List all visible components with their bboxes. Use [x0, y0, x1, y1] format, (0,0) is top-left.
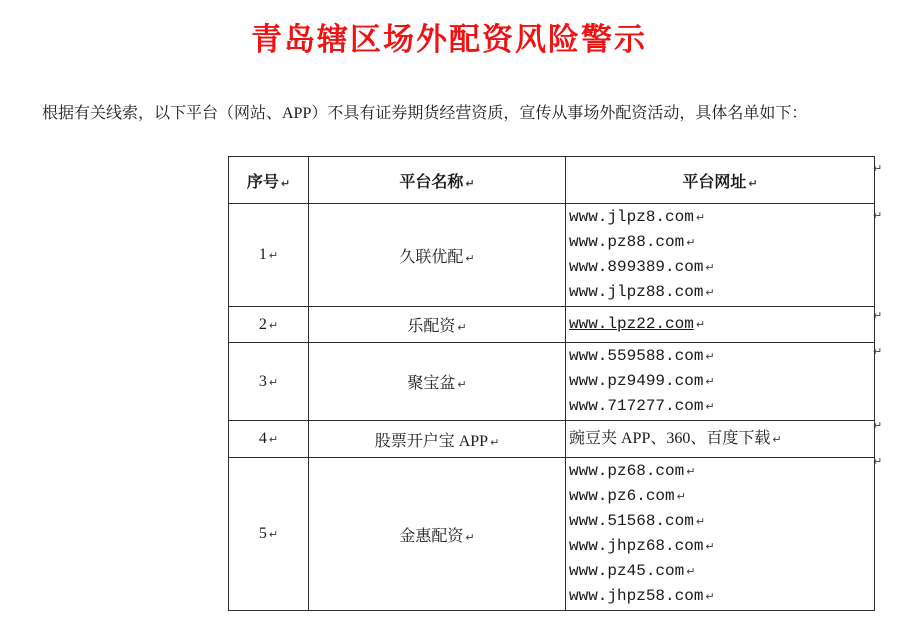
table-row [229, 204, 875, 307]
pilcrow-icon: ↵ [280, 176, 291, 190]
pilcrow-icon: ↵ [676, 490, 686, 503]
platform-name-cell [309, 343, 566, 421]
pilcrow-icon: ↵ [465, 176, 475, 190]
row-end-mark-icon: ↵ [873, 455, 883, 468]
platform-url-cell [566, 421, 875, 458]
platform-name-cell [309, 307, 566, 343]
serial-number: 5 [258, 525, 267, 542]
platform-url-cell [566, 343, 875, 421]
pilcrow-icon: ↵ [465, 251, 475, 265]
platform-url: www.717277.com [569, 397, 704, 415]
pilcrow-icon: ↵ [465, 530, 475, 544]
platform-url: www.pz6.com [569, 487, 675, 505]
platform-url-cell [566, 204, 875, 307]
platform-url: www.jhpz68.com [569, 537, 704, 555]
pilcrow-icon: ↵ [457, 321, 467, 334]
pilcrow-icon: ↵ [686, 236, 696, 249]
table-row [229, 421, 875, 458]
serial-cell [229, 458, 309, 611]
pilcrow-icon: ↵ [695, 515, 706, 528]
row-end-mark-icon: ↵ [873, 209, 883, 222]
row-end-mark-icon: ↵ [873, 309, 883, 322]
download-channels: 豌豆夹 APP、360、百度下载 [569, 430, 771, 447]
pilcrow-icon: ↵ [268, 318, 279, 332]
pilcrow-icon: ↵ [705, 261, 715, 274]
platform-url-cell [566, 458, 875, 611]
pilcrow-icon: ↵ [772, 433, 782, 446]
pilcrow-icon: ↵ [705, 350, 715, 363]
header-cell-serial [229, 157, 309, 204]
serial-cell [229, 204, 309, 307]
header-label-platform-url: 平台网址 [682, 173, 747, 191]
platform-name-cell [309, 421, 566, 458]
platform-table [228, 156, 875, 611]
platform-url-cell [566, 307, 875, 343]
platform-name: 股票开户宝 APP [374, 432, 489, 450]
platform-url: www.51568.com [569, 512, 694, 530]
serial-cell [229, 343, 309, 421]
platform-url: www.jlpz8.com [569, 208, 694, 226]
platform-url: www.pz88.com [569, 233, 685, 251]
serial-number: 3 [258, 372, 267, 390]
serial-cell [229, 421, 309, 458]
platform-url: www.jlpz88.com [569, 283, 704, 301]
pilcrow-icon: ↵ [268, 433, 279, 446]
table-header-row [229, 157, 875, 204]
pilcrow-icon: ↵ [268, 249, 279, 262]
serial-number: 1 [258, 246, 267, 263]
table-row [229, 343, 875, 421]
intro-paragraph: 根据有关线索，以下平台（网站、APP）不具有证券期货经营资质，宣传从事场外配资活动，具体名单如下： [42, 105, 808, 122]
header-cell-platform-name [309, 157, 566, 204]
row-end-mark-icon: ↵ [873, 345, 883, 358]
pilcrow-icon: ↵ [457, 378, 467, 391]
header-label-serial: 序号 [246, 173, 279, 191]
row-end-mark-icon: ↵ [873, 419, 883, 432]
serial-number: 2 [258, 315, 267, 333]
platform-name-cell [309, 204, 566, 307]
pilcrow-icon: ↵ [705, 286, 715, 299]
platform-url: www.jhpz58.com [569, 587, 704, 605]
platform-name-cell [309, 458, 566, 611]
header-label-platform-name: 平台名称 [399, 173, 464, 191]
platform-name: 乐配资 [407, 318, 456, 335]
pilcrow-icon: ↵ [686, 565, 696, 578]
pilcrow-icon: ↵ [686, 465, 696, 478]
pilcrow-icon: ↵ [705, 540, 715, 553]
platform-url: www.pz68.com [569, 462, 685, 480]
pilcrow-icon: ↵ [705, 400, 715, 413]
table-row [229, 458, 875, 611]
pilcrow-icon: ↵ [748, 176, 758, 190]
pilcrow-icon: ↵ [490, 435, 500, 449]
platform-name: 聚宝盆 [407, 375, 456, 392]
serial-number: 4 [258, 430, 267, 447]
table-row [229, 307, 875, 343]
pilcrow-icon: ↵ [705, 375, 715, 388]
platform-url: www.pz45.com [569, 562, 685, 580]
platform-url: www.pz9499.com [569, 372, 704, 390]
pilcrow-icon: ↵ [268, 375, 279, 389]
page-title: 青岛辖区场外配资风险警示 [251, 22, 647, 57]
header-cell-platform-url [566, 157, 875, 204]
platform-name: 金惠配资 [399, 527, 464, 545]
row-end-mark-icon: ↵ [873, 162, 883, 175]
platform-url-link[interactable]: www.lpz22.com [569, 315, 694, 333]
pilcrow-icon: ↵ [705, 590, 715, 603]
pilcrow-icon: ↵ [695, 318, 706, 331]
pilcrow-icon: ↵ [695, 211, 706, 224]
serial-cell [229, 307, 309, 343]
pilcrow-icon: ↵ [268, 528, 279, 541]
platform-url: www.899389.com [569, 258, 704, 276]
platform-url: www.559588.com [569, 347, 704, 365]
platform-name: 久联优配 [399, 248, 464, 266]
